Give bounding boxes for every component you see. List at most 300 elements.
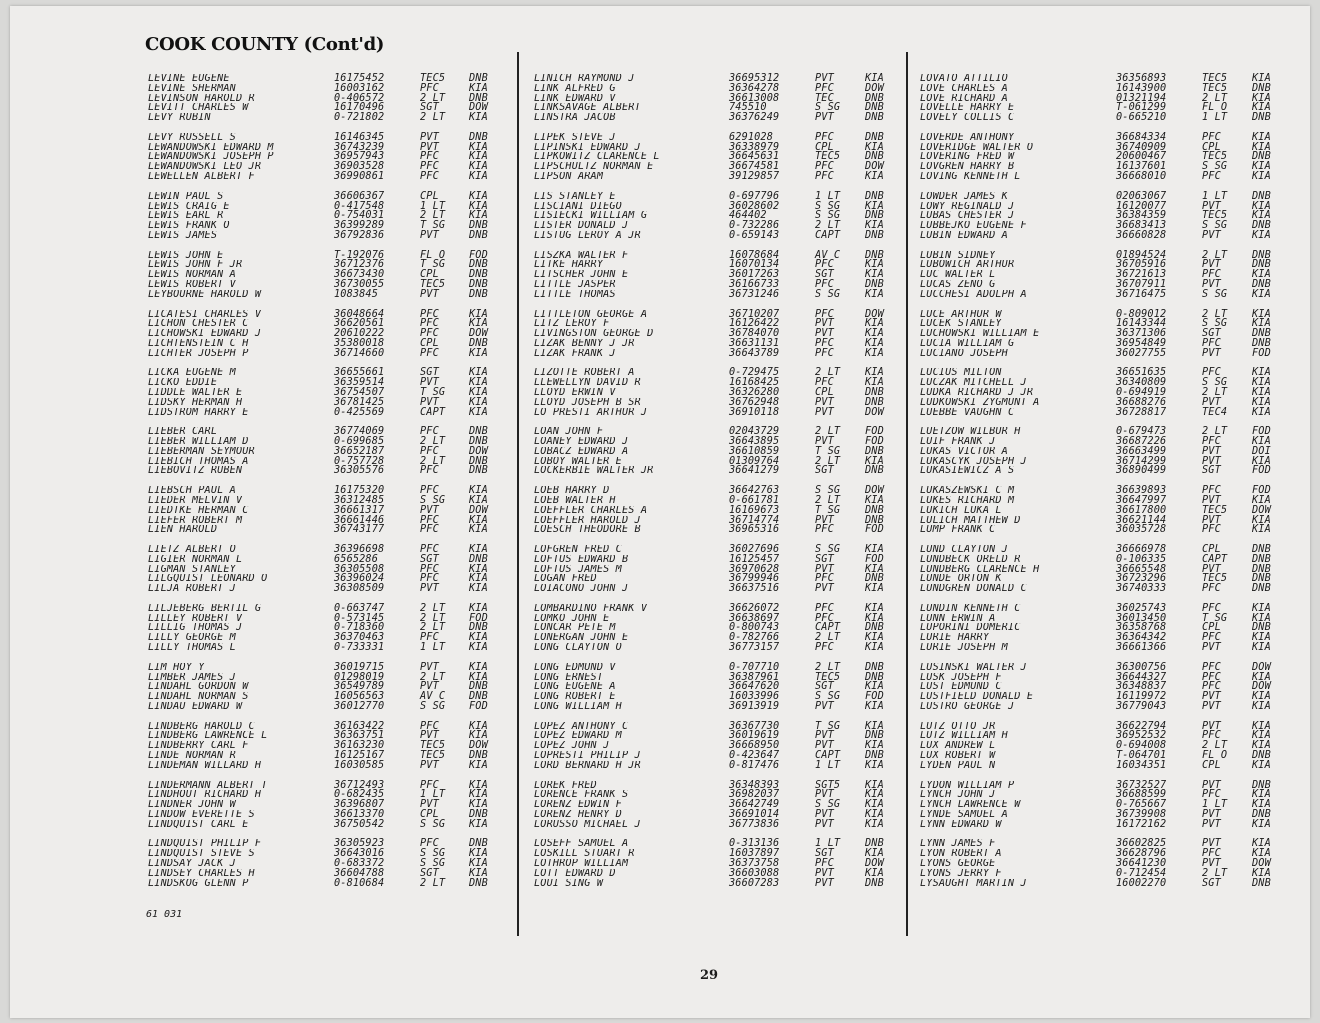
status-code: DNB <box>1252 259 1271 271</box>
roster-group <box>920 427 1271 476</box>
grade: PVT <box>815 818 834 830</box>
grade: PVT <box>815 789 834 801</box>
soldier-name: LICKA EUGENE M <box>148 368 236 379</box>
service-number: 36970628 <box>729 563 780 575</box>
status-code: DNB <box>865 396 884 408</box>
status-code: KIA <box>469 141 488 153</box>
roster-group <box>920 368 1271 417</box>
status-code: DNB <box>1252 151 1271 163</box>
service-number: 0-423647 <box>729 750 780 762</box>
status-code: KIA <box>1252 377 1271 389</box>
service-number: 16175320 <box>334 485 385 497</box>
roster-entry <box>920 290 1271 300</box>
grade: PFC <box>815 131 834 143</box>
roster-group <box>534 604 884 653</box>
status-code: DNB <box>865 514 884 526</box>
soldier-name: LUSK JOSEPH F <box>920 672 1002 683</box>
grade: SGT <box>420 867 439 879</box>
soldier-name: LINDQUIST STEVE S <box>148 849 255 859</box>
service-number: 0-800743 <box>729 622 780 634</box>
soldier-name: LILJA ROBERT J <box>148 584 236 594</box>
status-code: KIA <box>865 337 884 349</box>
soldier-name: LIGIER NORMAN L <box>148 554 243 565</box>
soldier-name: LONG ROBERT E <box>534 692 616 702</box>
status-code: DNB <box>469 92 488 104</box>
service-number: 36740333 <box>1116 583 1167 595</box>
status-code: DNB <box>865 229 884 241</box>
status-code: DNB <box>865 465 884 477</box>
service-number: 36684334 <box>1116 131 1167 143</box>
status-code: KIA <box>1252 740 1271 752</box>
grade: 2 LT <box>815 455 841 467</box>
status-code: DOW <box>469 445 488 457</box>
service-number: 36792836 <box>334 229 385 241</box>
soldier-name: LYDON WILLIAM P <box>920 780 1015 791</box>
status-code: KIA <box>1252 632 1271 644</box>
status-code: FOD <box>865 436 884 448</box>
grade: SGT <box>815 681 834 693</box>
soldier-name: LONG EDMUND V <box>534 662 616 673</box>
soldier-name: LITSCHER JOHN E <box>534 270 629 281</box>
soldier-name: LOTT EDWARD D <box>534 868 616 879</box>
grade: PVT <box>1202 514 1221 526</box>
grade: PVT <box>815 328 834 340</box>
status-code: DNB <box>469 681 488 693</box>
roster-entry <box>920 113 1271 123</box>
footer-code: 61 031 <box>146 909 183 920</box>
grade: CPL <box>420 269 439 281</box>
grade: PFC <box>420 151 439 163</box>
status-code: KIA <box>865 494 884 506</box>
grade: 1 LT <box>815 838 841 850</box>
status-code: KIA <box>1252 848 1271 860</box>
service-number: 16125167 <box>334 750 385 762</box>
status-code: FOD <box>865 553 884 565</box>
status-code: KIA <box>469 190 488 202</box>
grade: PVT <box>1202 279 1221 291</box>
soldier-name: LONG EUGENE A <box>534 682 616 693</box>
grade: PVT <box>1202 779 1221 791</box>
soldier-name: LOAN JOHN F <box>534 427 604 438</box>
grade: TEC5 <box>420 740 446 752</box>
service-number: 36606367 <box>334 190 385 202</box>
service-number: 0-663747 <box>334 602 385 614</box>
roster-group <box>148 545 488 594</box>
status-code: KIA <box>1252 102 1271 114</box>
status-code: KIA <box>469 583 488 595</box>
status-code: KIA <box>865 789 884 801</box>
status-code: KIA <box>469 386 488 398</box>
service-number: 16126422 <box>729 318 780 330</box>
soldier-name: LUSTFIELD DONALD E <box>920 692 1034 702</box>
soldier-name: LEWELLEN ALBERT F <box>148 172 255 182</box>
roster-group <box>534 74 884 123</box>
grade: 2 LT <box>420 877 446 889</box>
grade: PVT <box>1202 455 1221 467</box>
soldier-name: LUX ANDREW L <box>920 741 996 752</box>
status-code: KIA <box>469 161 488 173</box>
service-number: 36603088 <box>729 867 780 879</box>
status-code: DNB <box>1252 553 1271 565</box>
roster-entry <box>148 820 488 830</box>
soldier-name: LOCKERBIE WALTER JR <box>534 466 654 477</box>
service-number: 36028602 <box>729 200 780 212</box>
service-number: 36012770 <box>334 700 385 712</box>
service-number: 36712376 <box>334 259 385 271</box>
soldier-name: LINKSAVAGE ALBERT <box>534 103 641 114</box>
soldier-name: LEWIN PAUL S <box>148 191 224 202</box>
service-number: 36762948 <box>729 396 780 408</box>
status-code: DNB <box>1252 583 1271 595</box>
service-number: 36364342 <box>1116 632 1167 644</box>
service-number: 36705916 <box>1116 259 1167 271</box>
service-number: 36013450 <box>1116 612 1167 624</box>
roster-group <box>534 839 884 888</box>
service-number: 36732527 <box>1116 779 1167 791</box>
roster-group <box>534 368 884 417</box>
grade: S SG <box>1202 318 1228 330</box>
service-number: 36645631 <box>729 151 780 163</box>
soldier-name: LEVY RUSSELL S <box>148 132 236 143</box>
status-code: DNB <box>469 436 488 448</box>
service-number: 36728817 <box>1116 406 1167 418</box>
soldier-name: LIZOTTE ROBERT A <box>534 368 635 379</box>
soldier-name: LILLEY ROBERT V <box>148 613 243 624</box>
soldier-name: LYDEN PAUL N <box>920 760 996 771</box>
status-code: KIA <box>1252 141 1271 153</box>
roster-group <box>920 781 1271 830</box>
roster-entry <box>534 231 884 241</box>
grade: 2 LT <box>1202 308 1228 320</box>
roster-entry <box>148 408 488 418</box>
roster-group <box>920 192 1271 241</box>
soldier-name: LEWIS NORMAN A <box>148 270 236 281</box>
grade: CAPT <box>815 229 841 241</box>
service-number: 0-313136 <box>729 838 780 850</box>
grade: PFC <box>1202 337 1221 349</box>
soldier-name: LUKES RICHARD M <box>920 495 1015 506</box>
service-number: 0-721802 <box>334 112 385 124</box>
soldier-name: LILLY GEORGE M <box>148 633 236 644</box>
soldier-name: LIM HOY Y <box>148 662 205 673</box>
soldier-name: LEVINE SHERMAN <box>148 83 236 94</box>
roster-group <box>148 663 488 712</box>
soldier-name: LOMKO JOHN E <box>534 613 610 624</box>
service-number: 36549789 <box>334 681 385 693</box>
status-code: DNB <box>469 750 488 762</box>
service-number: 36913919 <box>729 700 780 712</box>
grade: SGT <box>420 367 439 379</box>
service-number: 16170496 <box>334 102 385 114</box>
grade: 2 LT <box>1202 249 1228 261</box>
grade: CPL <box>815 386 834 398</box>
grade: PFC <box>815 259 834 271</box>
grade: SGT <box>1202 877 1221 889</box>
service-number: 20600467 <box>1116 151 1167 163</box>
roster-group <box>534 192 884 241</box>
soldier-name: LONG WILLIAM H <box>534 701 622 712</box>
soldier-name: LUNDBECK ORELD R <box>920 554 1021 565</box>
soldier-name: LISTUG LEROY A JR <box>534 230 641 241</box>
status-code: DNB <box>469 288 488 300</box>
soldier-name: LUCHOWSKI WILLIAM E <box>920 329 1040 339</box>
grade: PFC <box>1202 436 1221 448</box>
status-code: KIA <box>1252 612 1271 624</box>
status-code: KIA <box>469 485 488 497</box>
grade: 1 LT <box>420 642 446 654</box>
roster-group <box>148 368 488 417</box>
soldier-name: LOSKILL STUART R <box>534 849 635 859</box>
soldier-name: LOVERDE ANTHONY <box>920 132 1015 143</box>
grade: PVT <box>1202 642 1221 654</box>
status-code: KIA <box>469 377 488 389</box>
roster-group <box>920 722 1271 771</box>
service-number: 36643016 <box>334 848 385 860</box>
soldier-name: LUCEK STANLEY <box>920 319 1002 330</box>
grade: SGT5 <box>815 779 841 791</box>
grade: T SG <box>1202 612 1228 624</box>
service-number: 0-817476 <box>729 759 780 771</box>
service-number: 02043729 <box>729 426 780 438</box>
service-number: 36610859 <box>729 445 780 457</box>
service-number: 36661366 <box>1116 642 1167 654</box>
soldier-name: LIZAK FRANK J <box>534 348 616 359</box>
service-number: 36714299 <box>1116 455 1167 467</box>
soldier-name: LOVE RICHARD A <box>920 93 1008 104</box>
service-number: 36712493 <box>334 779 385 791</box>
service-number: 36607283 <box>729 877 780 889</box>
grade: PFC <box>1202 671 1221 683</box>
grade: PFC <box>1202 661 1221 673</box>
soldier-name: LISTER DONALD J <box>534 221 629 231</box>
soldier-name: LIEDER MELVIN V <box>148 495 243 506</box>
grade: PVT <box>420 141 439 153</box>
soldier-name: LOBACZ EDWARD A <box>534 446 629 457</box>
service-number: 36399289 <box>334 220 385 232</box>
status-code: KIA <box>1252 691 1271 703</box>
status-code: KIA <box>1252 514 1271 526</box>
service-number: 36638697 <box>729 612 780 624</box>
soldier-name: LLEWELLYN DAVID R <box>534 378 641 388</box>
service-number: 36364278 <box>729 82 780 94</box>
grade: PFC <box>815 308 834 320</box>
service-number: 16034351 <box>1116 759 1167 771</box>
soldier-name: LOVGREN HARRY B <box>920 162 1015 173</box>
service-number: 36305923 <box>334 838 385 850</box>
status-code: KIA <box>865 171 884 183</box>
soldier-name: LINDAHL GORDON W <box>148 682 249 693</box>
grade: PFC <box>1202 789 1221 801</box>
status-code: DOW <box>1252 661 1271 673</box>
soldier-name: LUMP FRANK C <box>920 525 996 536</box>
grade: S SG <box>815 102 841 114</box>
status-code: KIA <box>1252 524 1271 536</box>
soldier-name: LINDHOUT RICHARD H <box>148 790 262 801</box>
roster-group <box>148 722 488 771</box>
status-code: KIA <box>469 661 488 673</box>
grade: S SG <box>815 200 841 212</box>
soldier-name: LUCIANO JOSEPH <box>920 348 1008 359</box>
roster-entry <box>534 761 884 771</box>
service-number: 0-729475 <box>729 367 780 379</box>
roster-group <box>920 310 1271 359</box>
service-number: 36370463 <box>334 632 385 644</box>
soldier-name: LUCE ARTHUR W <box>920 309 1002 320</box>
grade: PVT <box>815 700 834 712</box>
roster-group <box>148 310 488 359</box>
status-code: KIA <box>865 867 884 879</box>
soldier-name: LOBOY WALTER E <box>534 456 622 467</box>
status-code: DNB <box>865 877 884 889</box>
soldier-name: LEWIS FRANK O <box>148 221 230 231</box>
service-number: 0-659143 <box>729 229 780 241</box>
service-number: 36740909 <box>1116 141 1167 153</box>
grade: PFC <box>420 318 439 330</box>
status-code: KIA <box>1252 436 1271 448</box>
soldier-name: LUTZ OTTO JR <box>920 721 996 732</box>
grade: CPL <box>1202 141 1221 153</box>
service-number: 16002270 <box>1116 877 1167 889</box>
status-code: KIA <box>1252 367 1271 379</box>
status-code: KIA <box>469 632 488 644</box>
grade: PVT <box>1202 838 1221 850</box>
grade: 2 LT <box>815 426 841 438</box>
status-code: KIA <box>865 681 884 693</box>
grade: S SG <box>815 210 841 222</box>
soldier-name: LITTLETON GEORGE A <box>534 309 648 320</box>
service-number: 36730055 <box>334 279 385 291</box>
grade: PVT <box>1202 259 1221 271</box>
service-number: 0-782766 <box>729 632 780 644</box>
status-code: DNB <box>865 279 884 291</box>
service-number: 36384359 <box>1116 210 1167 222</box>
status-code: DOW <box>469 328 488 340</box>
status-code: KIA <box>865 563 884 575</box>
roster-group <box>148 781 488 830</box>
status-code: KIA <box>1252 799 1271 811</box>
status-code: DNB <box>469 131 488 143</box>
grade: PVT <box>815 583 834 595</box>
service-number: 36743177 <box>334 524 385 536</box>
roster-entry <box>148 761 488 771</box>
service-number: 16070134 <box>729 259 780 271</box>
service-number: 6291028 <box>729 131 773 143</box>
service-number: 16037897 <box>729 848 780 860</box>
service-number: 36358768 <box>1116 622 1167 634</box>
grade: PVT <box>1202 229 1221 241</box>
service-number: 36990861 <box>334 171 385 183</box>
soldier-name: LUKASCYK JOSEPH J <box>920 456 1027 467</box>
grade: T SG <box>420 220 446 232</box>
status-code: KIA <box>469 857 488 869</box>
status-code: KIA <box>1252 818 1271 830</box>
roster-group <box>148 251 488 300</box>
status-code: DNB <box>865 661 884 673</box>
roster-entry <box>148 113 488 123</box>
soldier-name: LITZ LEROY F <box>534 319 610 330</box>
service-number: 16146345 <box>334 131 385 143</box>
status-code: DNB <box>865 573 884 585</box>
soldier-name: LOWY REGINALD J <box>920 201 1015 212</box>
grade: 1 LT <box>420 200 446 212</box>
grade: 2 LT <box>1202 92 1228 104</box>
service-number: 0-733331 <box>334 642 385 654</box>
status-code: DNB <box>865 750 884 762</box>
service-number: 36017263 <box>729 269 780 281</box>
status-code: FOD <box>1252 426 1271 438</box>
service-number: 0-694008 <box>1116 740 1167 752</box>
status-code: KIA <box>469 151 488 163</box>
status-code: KIA <box>1252 455 1271 467</box>
soldier-name: LYSAUGHT MARTIN J <box>920 878 1027 889</box>
service-number: 1083845 <box>334 288 378 300</box>
soldier-name: LIEBER WILLIAM D <box>148 437 249 447</box>
grade: 1 LT <box>1202 799 1228 811</box>
grade: PVT <box>420 730 439 742</box>
grade: PFC <box>420 328 439 340</box>
service-number: 36305508 <box>334 563 385 575</box>
service-number: 36661446 <box>334 514 385 526</box>
grade: PVT <box>815 740 834 752</box>
grade: PFC <box>1202 602 1221 614</box>
soldier-name: LIPKOWITZ CLARENCE L <box>534 152 660 163</box>
column-divider-right <box>906 52 908 936</box>
document-page <box>10 6 1310 1018</box>
status-code: KIA <box>865 318 884 330</box>
soldier-name: LITTLE THOMAS <box>534 289 616 300</box>
status-code: DNB <box>469 220 488 232</box>
service-number: 36707911 <box>1116 279 1167 291</box>
status-code: KIA <box>865 818 884 830</box>
grade: PFC <box>815 82 834 94</box>
grade: 2 LT <box>420 436 446 448</box>
grade: PVT <box>815 318 834 330</box>
grade: CPL <box>420 337 439 349</box>
service-number: 745510 <box>729 102 767 114</box>
status-code: DNB <box>865 838 884 850</box>
roster-group <box>534 427 884 476</box>
service-number: 20610222 <box>334 328 385 340</box>
soldier-name: LINDERMANN ALBERT T <box>148 780 268 791</box>
soldier-name: LIEBSCH PAUL A <box>148 486 236 496</box>
grade: PVT <box>815 563 834 575</box>
grade: PFC <box>815 377 834 389</box>
status-code: FOD <box>1252 485 1271 497</box>
service-number: 36661317 <box>334 504 385 516</box>
service-number: T-192076 <box>334 249 385 261</box>
service-number: 0-732286 <box>729 220 780 232</box>
soldier-name: LIPINSKI EDWARD J <box>534 142 641 153</box>
grade: FL O <box>1202 102 1228 114</box>
soldier-name: LUKICH LUKA L <box>920 505 1002 516</box>
service-number: 36674581 <box>729 161 780 173</box>
soldier-name: LINDQUIST CARL E <box>148 819 249 830</box>
grade: T SG <box>815 720 841 732</box>
roster-entry <box>148 879 488 889</box>
soldier-name: LORENZ EDWIN F <box>534 800 622 810</box>
service-number: 36312485 <box>334 494 385 506</box>
roster-entry <box>920 584 1271 594</box>
roster-group <box>534 251 884 300</box>
status-code: KIA <box>469 789 488 801</box>
roster-entry <box>920 466 1271 476</box>
status-code: DNB <box>865 504 884 516</box>
status-code: KIA <box>469 347 488 359</box>
soldier-name: LONERGAN JOHN E <box>534 633 629 644</box>
grade: SGT <box>420 102 439 114</box>
status-code: DOI <box>1252 445 1271 457</box>
soldier-name: LISZKA WALTER F <box>534 250 629 261</box>
